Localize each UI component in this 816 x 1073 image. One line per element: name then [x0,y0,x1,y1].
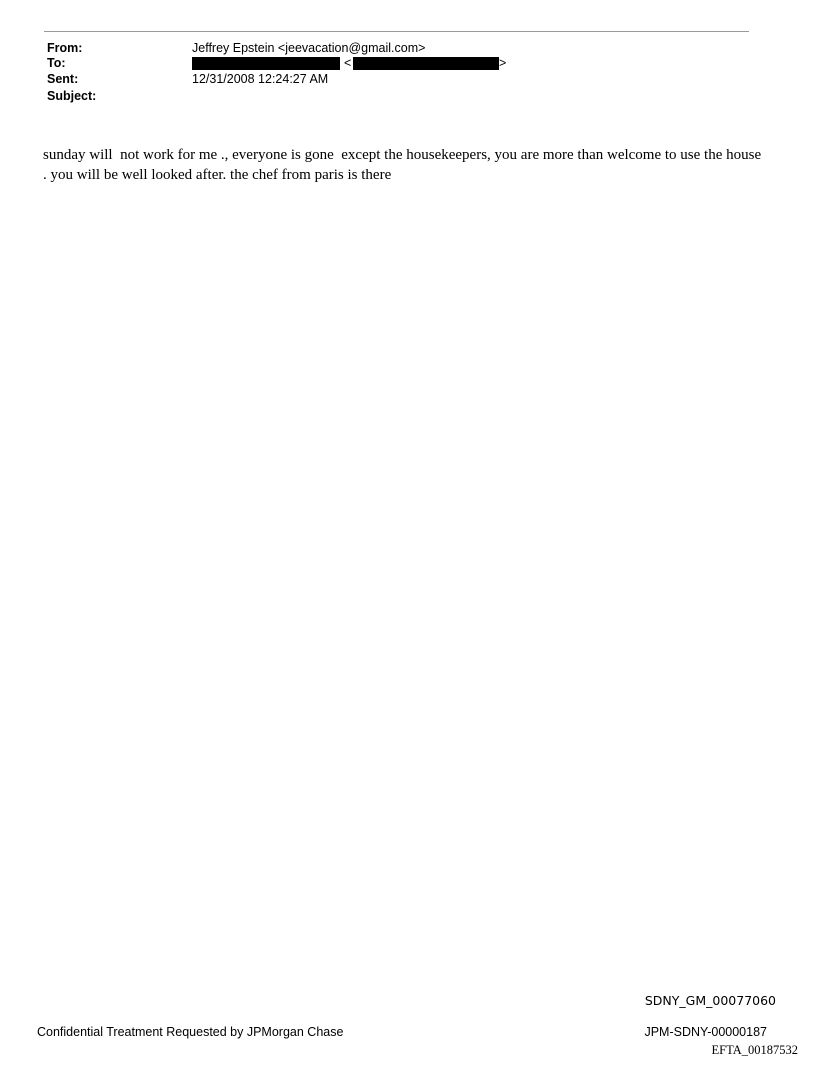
to-name-redaction [192,57,340,70]
sent-row [47,72,767,86]
to-close-bracket: > [499,56,507,70]
subject-label: Subject: [47,89,97,103]
header-divider [44,31,749,32]
confidential-notice: Confidential Treatment Requested by JPMorgan Chase [37,1025,344,1039]
from-value: Jeffrey Epstein <jeevacation@gmail.com> [192,41,426,55]
to-label: To: [47,56,66,70]
bates-sdny: SDNY_GM_00077060 [644,993,776,1008]
subject-row [47,89,767,103]
sent-label: Sent: [47,72,79,86]
to-open-bracket: < [344,56,352,70]
sent-value: 12/31/2008 12:24:27 AM [192,72,329,86]
email-body: sunday will not work for me ., everyone is gone except the housekeepers, you are more than welcome to use the house . you will be well looked after. the chef from paris is there [43,147,765,183]
bates-efta: EFTA_00187532 [711,1043,798,1057]
from-label: From: [47,41,83,55]
to-address-redaction [353,57,499,70]
to-row [47,56,767,70]
bates-jpm: JPM-SDNY-00000187 [644,1025,767,1039]
from-row [47,41,767,55]
